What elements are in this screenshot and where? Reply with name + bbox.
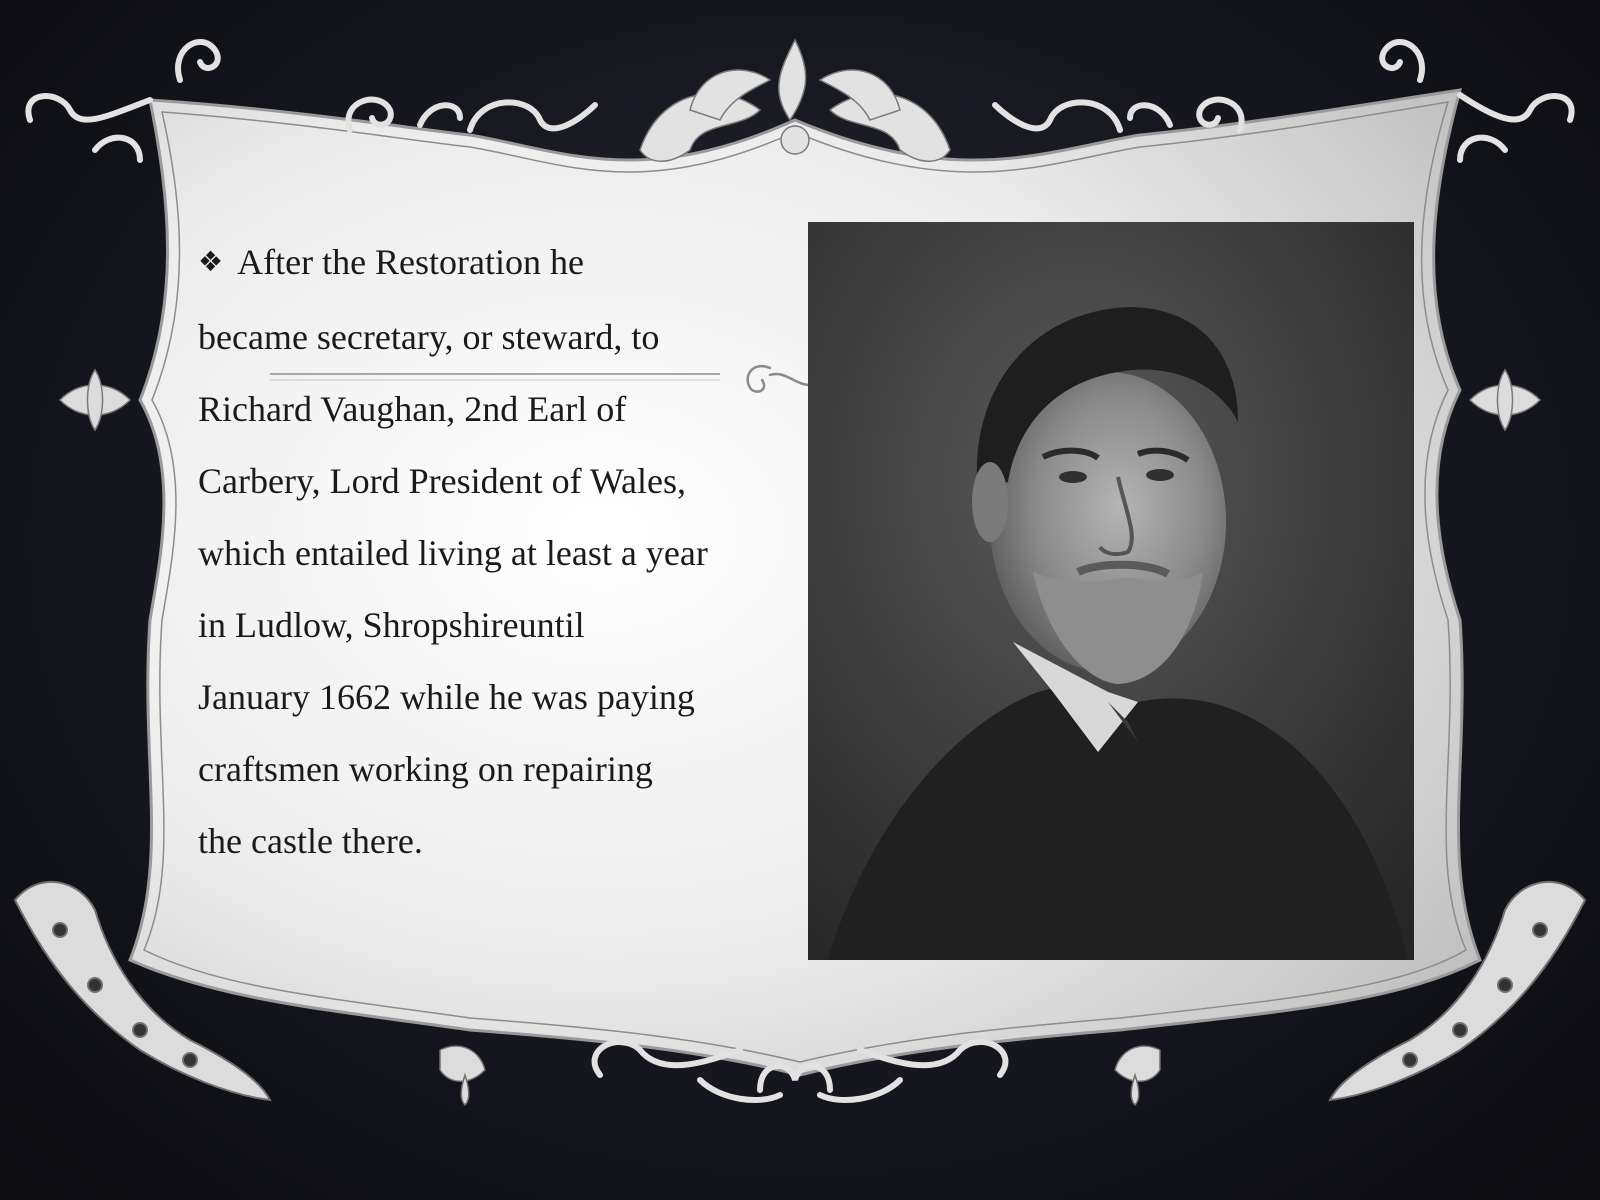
text-line-5: which entailed living at least a year [198,533,708,573]
text-line-2: became secretary, or steward, to [198,317,660,357]
text-line-9: the castle there. [198,821,423,861]
text-line-7: January 1662 while he was paying [198,677,695,717]
text-line-8: craftsmen working on repairing [198,749,653,789]
text-line-3: Richard Vaughan, 2nd Earl of [198,389,627,429]
left-fleuron-icon [60,370,130,430]
bottom-right-fleuron-icon [1115,1046,1160,1105]
bullet-text [198,226,758,877]
bullet-line-1: ❖ After the Restoration he [198,242,584,282]
right-fleuron-icon [1470,370,1540,430]
portrait-photo [808,222,1414,960]
top-left-scroll-icon [348,100,595,130]
bottom-left-fleuron-icon [440,1046,485,1105]
four-diamond-bullet-icon: ❖ [198,245,224,278]
text-line-4: Carbery, Lord President of Wales, [198,461,686,501]
top-right-scroll-icon [995,100,1242,130]
text-line-6: in Ludlow, Shropshireuntil [198,605,585,645]
top-center-flourish-icon [640,40,950,161]
